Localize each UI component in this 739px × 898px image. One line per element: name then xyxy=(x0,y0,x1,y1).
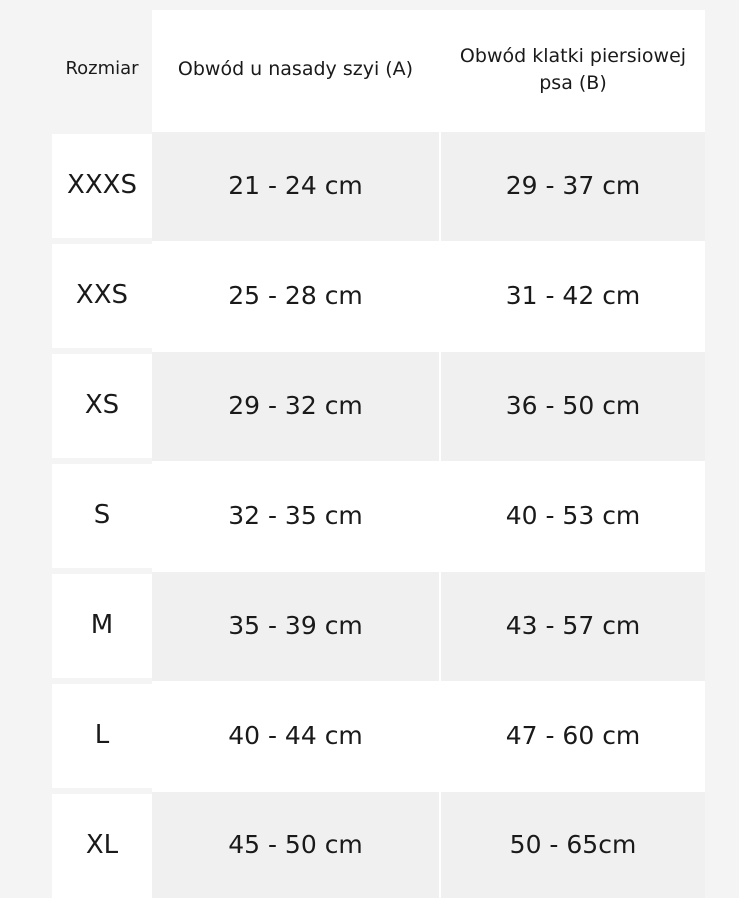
table-row xyxy=(52,461,705,571)
size-chart-table xyxy=(52,10,705,898)
cell-chest: 43 - 57 cm xyxy=(440,571,705,681)
cell-neck: 25 - 28 cm xyxy=(152,241,440,351)
table-row xyxy=(52,571,705,681)
cell-size: XXS xyxy=(52,241,152,351)
cell-size: M xyxy=(52,571,152,681)
table-header-row xyxy=(52,10,705,131)
column-header-size: Rozmiar xyxy=(52,10,152,131)
cell-size: XXXS xyxy=(52,131,152,241)
cell-size: S xyxy=(52,461,152,571)
column-header-chest-circumference: Obwód klatki piersiowej psa (B) xyxy=(440,10,705,131)
cell-chest: 40 - 53 cm xyxy=(440,461,705,571)
cell-size: XS xyxy=(52,351,152,461)
cell-neck: 21 - 24 cm xyxy=(152,131,440,241)
cell-neck: 29 - 32 cm xyxy=(152,351,440,461)
table-row xyxy=(52,241,705,351)
cell-chest: 29 - 37 cm xyxy=(440,131,705,241)
cell-chest: 47 - 60 cm xyxy=(440,681,705,791)
cell-size: L xyxy=(52,681,152,791)
table-row xyxy=(52,681,705,791)
cell-neck: 40 - 44 cm xyxy=(152,681,440,791)
table-row xyxy=(52,131,705,241)
cell-chest: 36 - 50 cm xyxy=(440,351,705,461)
cell-neck: 32 - 35 cm xyxy=(152,461,440,571)
cell-neck: 45 - 50 cm xyxy=(152,791,440,898)
cell-chest: 31 - 42 cm xyxy=(440,241,705,351)
cell-chest: 50 - 65cm xyxy=(440,791,705,898)
table-body xyxy=(52,131,705,898)
table-row xyxy=(52,351,705,461)
cell-neck: 35 - 39 cm xyxy=(152,571,440,681)
table-row xyxy=(52,791,705,898)
cell-size: XL xyxy=(52,791,152,898)
table-header xyxy=(52,10,705,131)
column-header-neck-circumference: Obwód u nasady szyi (A) xyxy=(152,10,440,131)
